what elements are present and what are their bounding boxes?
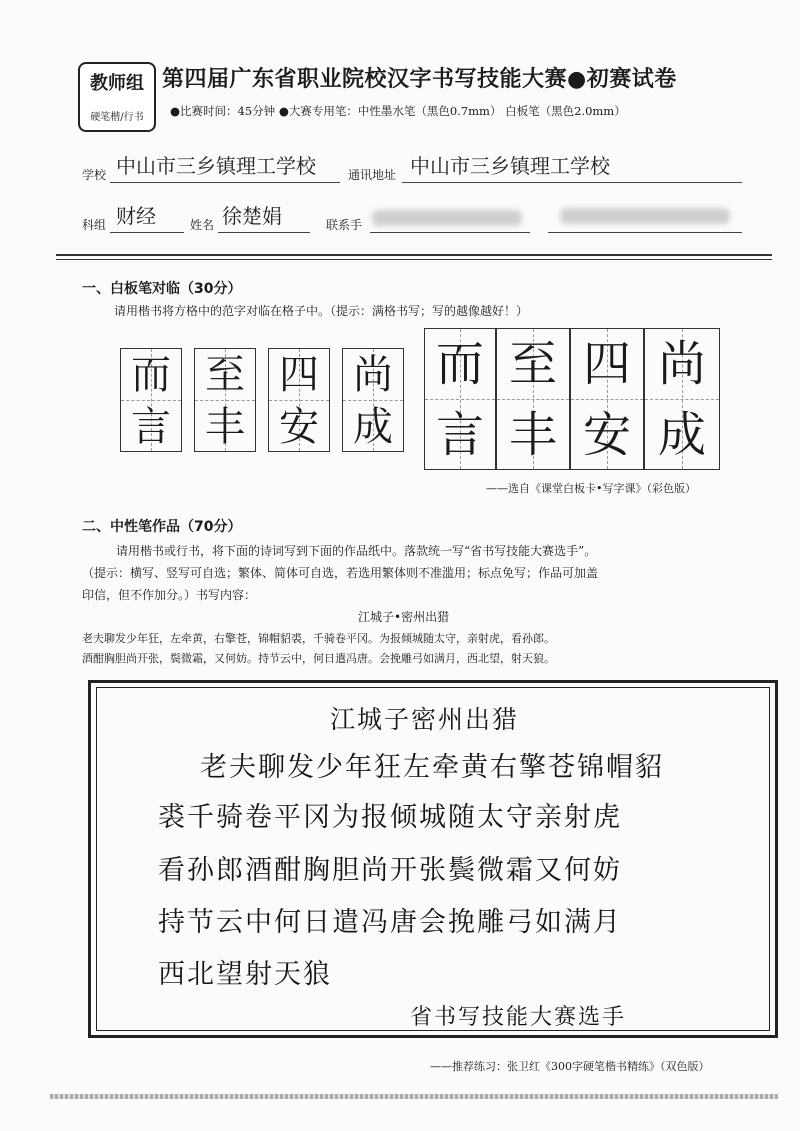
section2-instruction-line1: 请用楷书或行书，将下面的诗词写到下面的作品纸中。落款统一写“省书写技能大赛选手”。 (116, 544, 597, 558)
poem-title: 江城子•密州出猎 (358, 610, 450, 624)
practice-char: 言 (131, 404, 171, 450)
badge-main-text: 教师组 (90, 73, 144, 94)
model-char: 至 (508, 336, 557, 392)
practice-char: 四 (279, 352, 319, 398)
header-divider-bottom (56, 259, 772, 260)
model-column-4 (644, 328, 720, 470)
subject-label: 科组 (82, 218, 107, 232)
school-label: 学校 (82, 168, 107, 182)
practice-char: 而 (131, 352, 171, 398)
model-char: 丰 (508, 407, 557, 463)
model-column-1 (424, 328, 496, 470)
section2-instruction-line3: 印信，但不作加分。）书写内容： (82, 588, 257, 602)
category-badge (78, 62, 156, 132)
phone-redacted (372, 210, 522, 226)
practice-char: 安 (279, 404, 319, 450)
poem-line-1: 老夫聊发少年狂，左牵黄，右擎苍，锦帽貂裘，千骑卷平冈。为报倾城随太守，亲射虎，看孙郎。 (82, 632, 555, 645)
work-line-4: 持节云中何日遣冯唐会挽雕弓如满月 (158, 907, 622, 938)
practice-char: 至 (205, 352, 245, 398)
poem-line-2: 酒酣胸胆尚开张，鬓微霜，又何妨。持节云中，何日遣冯唐。会挽雕弓如满月，西北望，射天狼。 (82, 652, 555, 665)
practice-column-3 (268, 348, 330, 452)
practice-char: 成 (353, 404, 393, 450)
scan-edge (50, 1094, 778, 1099)
work-line-2: 裘千骑卷平冈为报倾城随太守亲射虎 (158, 802, 622, 833)
model-column-2 (496, 328, 570, 470)
page-subtitle: ●比赛时间：45分钟 ●大赛专用笔：中性墨水笔（黑色0.7mm） 白板笔（黑色2.0mm） (170, 104, 626, 118)
name-label: 姓名 (190, 218, 215, 232)
model-source: ——选自《课堂白板卡•写字课》（彩色版） (486, 482, 696, 495)
model-column-3 (570, 328, 644, 470)
school-underline (110, 182, 340, 183)
subject-field[interactable]: 财经 (116, 204, 156, 228)
school-field[interactable]: 中山市三乡镇理工学校 (116, 154, 316, 178)
practice-column-2 (194, 348, 256, 452)
name-underline (218, 232, 310, 233)
name-field[interactable]: 徐楚娟 (222, 204, 282, 228)
address-underline (402, 182, 742, 183)
section1-heading: 一、白板笔对临（30分） (82, 281, 242, 297)
work-line-3: 看孙郎酒酣胸胆尚开张鬓微霜又何妨 (158, 855, 622, 886)
work-signature: 省书写技能大赛选手 (410, 1005, 627, 1030)
address-field[interactable]: 中山市三乡镇理工学校 (410, 154, 610, 178)
section2-instruction-line2: （提示：横写、竖写可自选；繁体、简体可自选，若选用繁体则不准滥用；标点免写；作品可加盖 (82, 566, 599, 580)
practice-char: 丰 (205, 404, 245, 450)
practice-column-4 (342, 348, 404, 452)
model-char: 言 (435, 407, 484, 463)
work-line-1: 老夫聊发少年狂左牵黄右擎苍锦帽貂 (200, 752, 664, 783)
section1-instruction: 请用楷书将方格中的范字对临在格子中。（提示：满格书写；写的越像越好！） (114, 304, 529, 318)
badge-sub-text: 硬笔楷/行书 (90, 112, 144, 123)
phone-underline (370, 232, 530, 233)
model-char: 安 (582, 407, 631, 463)
model-char: 尚 (657, 336, 706, 392)
model-char: 成 (657, 407, 706, 463)
model-char: 四 (582, 336, 631, 392)
work-line-5: 西北望射天狼 (158, 959, 332, 990)
email-redacted (560, 208, 730, 224)
section2-heading: 二、中性笔作品（70分） (82, 519, 242, 535)
phone-label: 联系手 (326, 218, 363, 232)
email-underline (548, 232, 742, 233)
practice-column-1 (120, 348, 182, 452)
address-label: 通讯地址 (348, 168, 397, 182)
practice-char: 尚 (353, 352, 393, 398)
recommend-text: ——推荐练习：张卫红《300字硬笔楷书精练》（双色版） (430, 1060, 710, 1073)
model-char: 而 (435, 336, 484, 392)
header-divider-top (56, 254, 772, 256)
subject-underline (110, 232, 184, 233)
work-title: 江城子密州出猎 (330, 705, 520, 734)
page-title: 第四届广东省职业院校汉字书写技能大赛●初赛试卷 (162, 67, 677, 92)
